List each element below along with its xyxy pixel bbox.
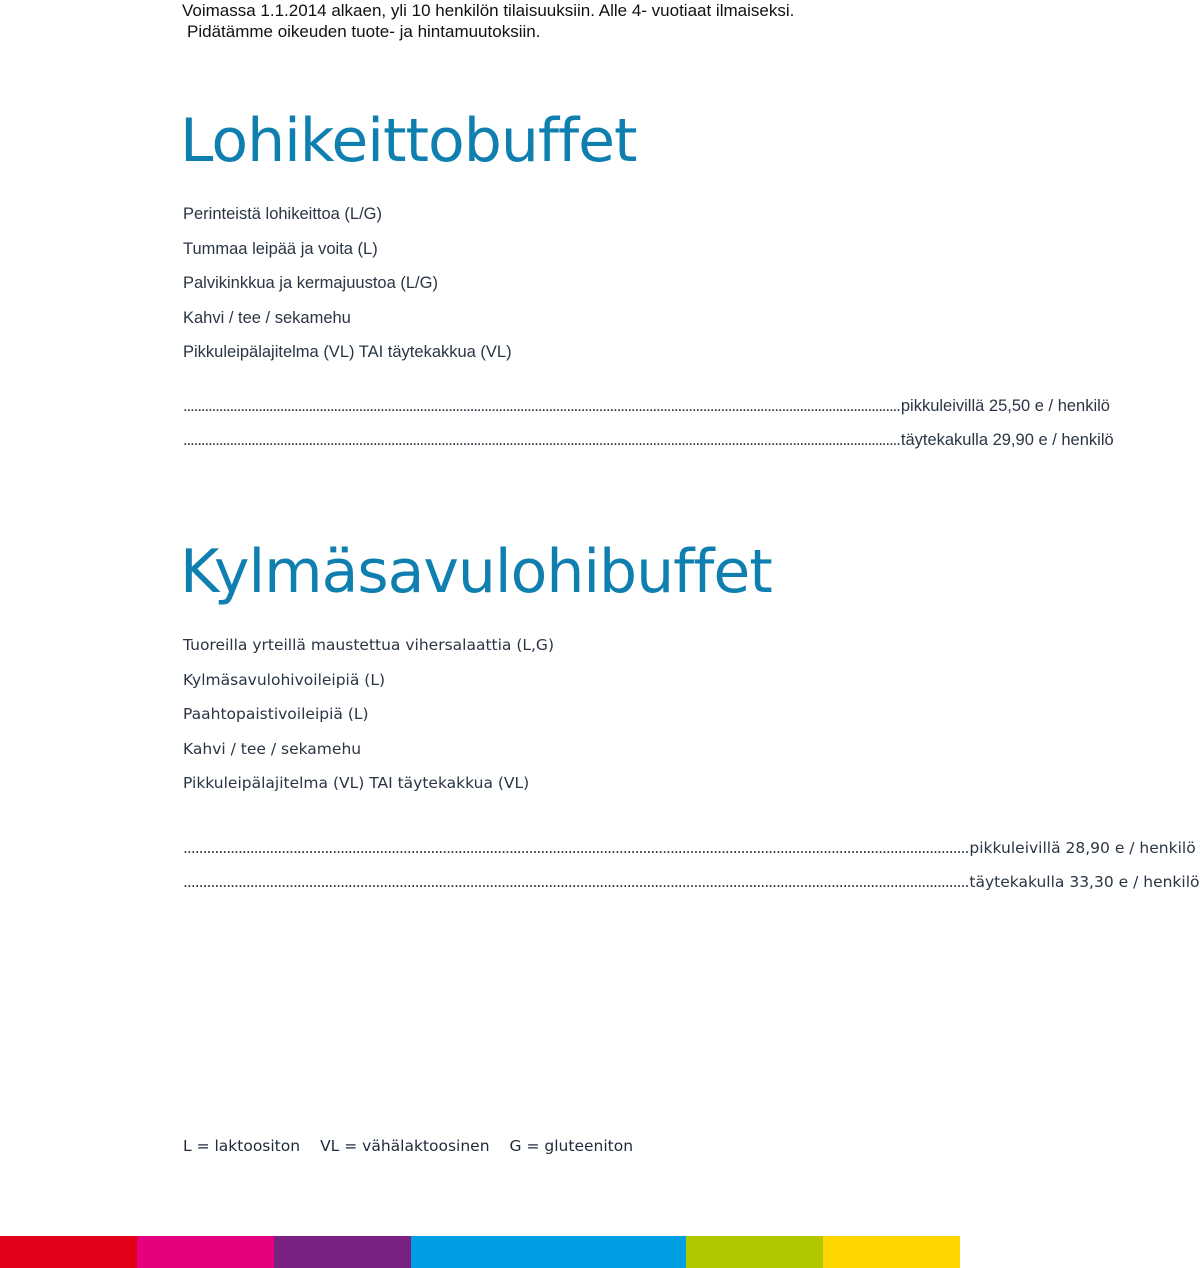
price-row-cookies [183, 839, 1196, 861]
lohikeittobuffet-menu [183, 204, 512, 377]
legend-gluten-free: G = gluteeniton [509, 1137, 634, 1155]
menu-item: Kahvi / tee / sekamehu [183, 739, 362, 758]
lohikeittobuffet-title: Lohikeittobuffet [180, 106, 637, 176]
color-bar-segment [274, 1236, 411, 1268]
menu-item: Kylmäsavulohivoileipiä (L) [183, 670, 386, 689]
menu-item: Palvikinkkua ja kermajuustoa (L/G) [183, 274, 438, 292]
color-bar-segment [549, 1236, 686, 1268]
diet-legend [183, 1137, 633, 1155]
price-label: pikkuleivillä 25,50 e / henkilö [900, 397, 1110, 415]
kylmasavulohibuffet-menu [183, 635, 554, 808]
brand-color-bar [0, 1236, 960, 1268]
price-label: täytekakulla 33,30 e / henkilö [969, 873, 1200, 891]
price-row-cake [183, 873, 1200, 895]
price-label: pikkuleivillä 28,90 e / henkilö [969, 839, 1196, 857]
menu-item: Pikkuleipälajitelma (VL) TAI täytekakkua (VL) [183, 343, 512, 361]
dot-leader: ........................................................................................................................................................................................................ [183, 431, 900, 449]
menu-item: Tummaa leipää ja voita (L) [183, 239, 378, 258]
color-bar-segment [0, 1236, 137, 1268]
price-row-cake [183, 431, 1114, 453]
color-bar-segment [411, 1236, 548, 1268]
notice-line-1: Voimassa 1.1.2014 alkaen, yli 10 henkilön tilaisuuksiin. Alle 4- vuotiaat ilmaiseksi. [182, 1, 795, 20]
color-bar-segment [686, 1236, 823, 1268]
legend-low-lactose: VL = vähälaktoosinen [320, 1137, 490, 1155]
color-bar-segment [137, 1236, 274, 1268]
price-label: täytekakulla 29,90 e / henkilö [900, 431, 1114, 449]
dot-leader: ........................................................................................................................................................................................................ [183, 397, 900, 415]
dot-leader: ........................................................................................................................................................................................................ [183, 873, 969, 891]
menu-item: Perinteistä lohikeittoa (L/G) [183, 205, 383, 223]
legend-lactose-free: L = laktoositon [183, 1137, 301, 1155]
notice-line-2: Pidätämme oikeuden tuote- ja hintamuutoksiin. [187, 22, 541, 41]
kylmasavulohibuffet-title: Kylmäsavulohibuffet [180, 537, 772, 607]
menu-item: Pikkuleipälajitelma (VL) TAI täytekakkua (VL) [183, 774, 530, 792]
validity-notice [182, 0, 794, 42]
dot-leader: ........................................................................................................................................................................................................ [183, 839, 969, 857]
menu-item: Kahvi / tee / sekamehu [183, 308, 351, 327]
menu-item: Paahtopaistivoileipiä (L) [183, 705, 369, 723]
menu-item: Tuoreilla yrteillä maustettua vihersalaattia (L,G) [183, 636, 554, 654]
color-bar-segment [823, 1236, 960, 1268]
price-row-cookies [183, 397, 1110, 419]
